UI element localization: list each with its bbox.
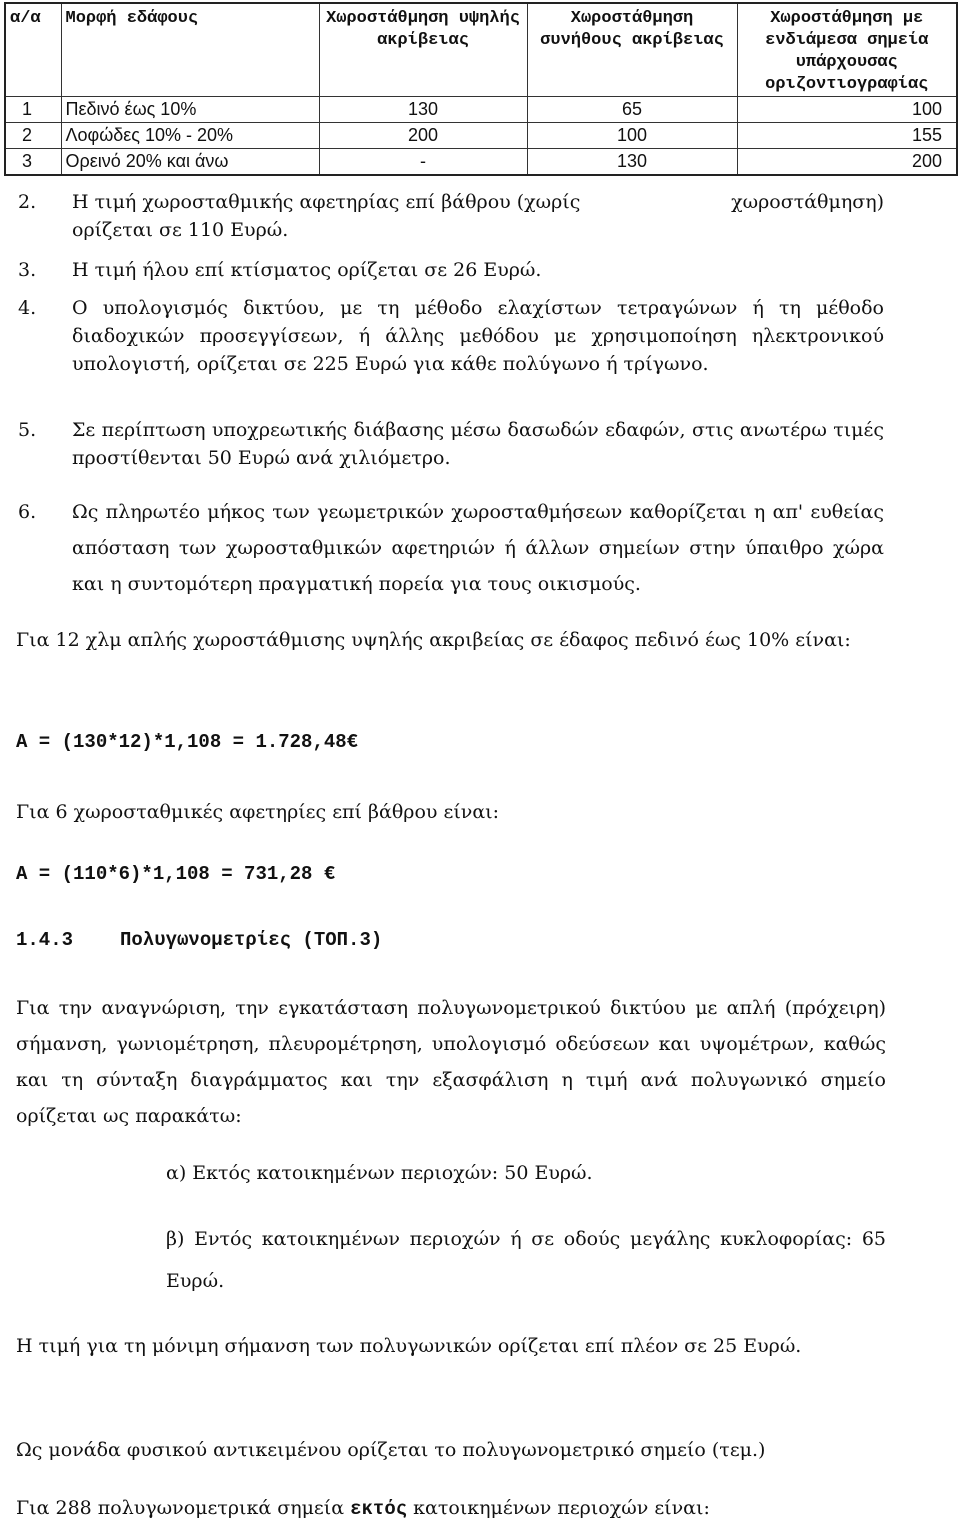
item-text: Ο υπολογισμός δικτύου, με τη μέθοδο ελαχίστων τετραγώνων ή τη μέθοδο διαδοχικών προσεγγίσεων, ή άλλης μεθόδου με χρησιμοποίηση ηλεκτρονικού υπολογιστή, ορίζεται σε 225 Ευρώ για κάθε πολύγωνο ή τρίγωνο. [72,297,884,375]
item-number: 4. [18,297,37,319]
cell-normal: 130 [527,149,737,176]
item-text: Ως πληρωτέο μήκος των γεωμετρικών χωροσταθμήσεων καθορίζεται η απ' ευθείας απόσταση των χωροσταθμικών αφετηριών ή άλλων σημείων στην ύπαιθρο χώρα και η συντομότερη πραγματική πορεία για τους οικισμούς. [72,501,884,595]
formula-2: Α = (110*6)*1,108 = 731,28 € [16,863,336,885]
item-text: Η τιμή χωροσταθμικής αφετηρίας επί βάθρου (χωρίς [72,191,581,213]
cell-intermediate: 155 [737,123,957,149]
cell-high: - [319,149,527,176]
formula-1: Α = (130*12)*1,108 = 1.728,48€ [16,731,359,753]
list-item-5 [18,416,884,472]
section-heading [16,926,382,954]
sub-item-b: β) Εντός κατοικημένων περιοχών ή σε οδούς μεγάλης κυκλοφορίας: 65 Ευρώ. [166,1228,886,1292]
text-before: Για 288 πολυγωνομετρικά σημεία [16,1497,351,1519]
item-number: 2. [18,191,37,213]
list-item-3 [18,256,884,284]
section-number: 1.4.3 [16,929,74,951]
list-item-2 [18,188,884,244]
table-row [5,97,957,123]
item-text: Σε περίπτωση υποχρεωτικής διάβασης μέσω δασωδών εδαφών, στις ανωτέρω τιμές προστίθενται 50 Ευρώ ανά χιλιόμετρο. [72,419,884,469]
header-high-accuracy: Χωροστάθμηση υψηλής ακρίβειας [319,3,527,97]
header-aa: α/α [5,3,61,97]
header-intermediate-points: Χωροστάθμηση με ενδιάμεσα σημεία υπάρχουσας οριζοντιογραφίας [737,3,957,97]
cell-terrain: Ορεινό 20% και άνω [61,149,319,176]
cell-aa: 3 [5,149,61,176]
cell-terrain: Λοφώδες 10% - 20% [61,123,319,149]
cell-normal: 65 [527,97,737,123]
paragraph-6-benchmarks: Για 6 χωροσταθμικές αφετηρίες επί βάθρου είναι: [16,801,500,823]
list-item-6 [18,494,884,602]
cell-intermediate: 100 [737,97,957,123]
item-number: 5. [18,419,37,441]
section-title: Πολυγωνομετρίες (ΤΟΠ.3) [120,929,383,951]
cell-normal: 100 [527,123,737,149]
table-row [5,149,957,176]
price-table [4,2,958,176]
item-number: 6. [18,501,37,523]
cell-aa: 2 [5,123,61,149]
paragraph-12km: Για 12 χλμ απλής χωροστάθμισης υψηλής ακριβείας σε έδαφος πεδινό έως 10% είναι: [16,629,851,651]
text-bold-outside: εκτός [350,1498,408,1520]
item-text: Η τιμή ήλου επί κτίσματος ορίζεται σε 26 Ευρώ. [72,259,542,281]
text-after: κατοικημένων περιοχών είναι: [407,1497,710,1519]
cell-high: 130 [319,97,527,123]
paragraph-permanent-marking: Η τιμή για τη μόνιμη σήμανση των πολυγωνικών ορίζεται επί πλέον σε 25 Ευρώ. [16,1335,802,1357]
item-number: 3. [18,259,37,281]
list-item-4 [18,294,884,378]
paragraph-288-points [16,1490,886,1527]
paragraph-intro: Για την αναγνώριση, την εγκατάσταση πολυγωνομετρικού δικτύου με απλή (πρόχειρη) σήμανση, γωνιομέτρηση, πλευρομέτρηση, υπολογισμό οδεύσεων και υψομέτρων, καθώς και τη σύνταξη διαγράμματος και την εξασφάλιση η τιμή ανά πολυγωνικό σημείο ορίζεται ως παρακάτω: [16,997,886,1127]
cell-terrain: Πεδινό έως 10% [61,97,319,123]
cell-aa: 1 [5,97,61,123]
table-header-row [5,3,957,97]
sub-item-a: α) Εκτός κατοικημένων περιοχών: 50 Ευρώ. [166,1162,593,1184]
table-row [5,123,957,149]
cell-high: 200 [319,123,527,149]
paragraph-unit: Ως μονάδα φυσικού αντικειμένου ορίζεται το πολυγωνομετρικό σημείο (τεμ.) [16,1439,766,1461]
item-text-line2: ορίζεται σε 110 Ευρώ. [72,219,289,241]
item-text-end: χωροστάθμηση) [731,191,884,213]
header-terrain: Μορφή εδάφους [61,3,319,97]
header-normal-accuracy: Χωροστάθμηση συνήθους ακρίβειας [527,3,737,97]
cell-intermediate: 200 [737,149,957,176]
